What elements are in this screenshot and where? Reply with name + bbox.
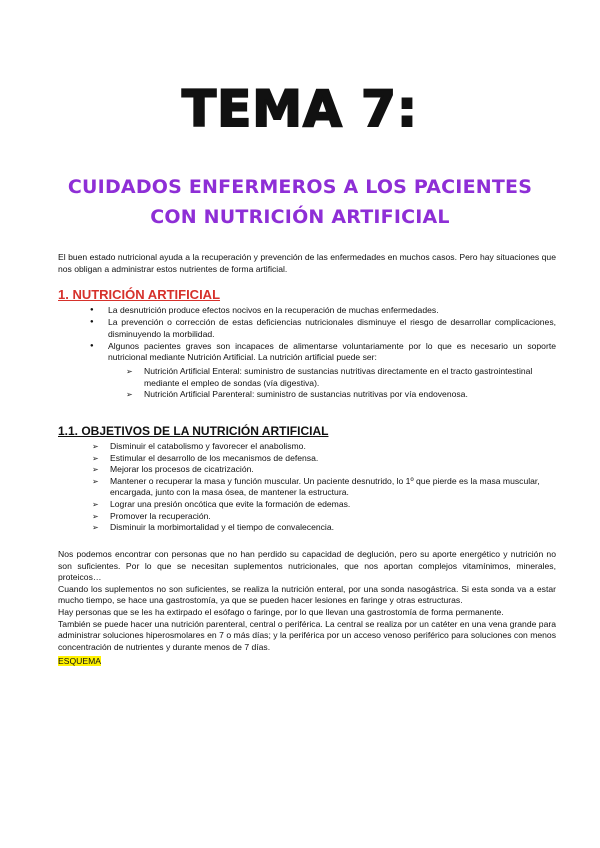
objectives-list: [110, 441, 556, 534]
body-paragraph: También se puede hacer una nutrición parenteral, central o periférica. La central se realiza por un catéter en una vena grande para administrar soluciones hiperosmolares en 7 o más días; y la periférica por un acceso venoso periférico para soluciones con menos concentración de nutrientes y durante menos de 7 días.: [58, 618, 556, 652]
objective-item: ➢ Mejorar los procesos de cicatrización.: [110, 464, 556, 476]
objective-item: ➢ Lograr una presión oncótica que evite la formación de edemas.: [110, 499, 556, 511]
bullet-item: ● La prevención o corrección de estas deficiencias nutricionales disminuye el riesgo de desarrollar complicaciones, disminuyendo la morbilidad.: [108, 317, 556, 340]
section-1-bullet-list: [108, 305, 556, 364]
objective-item: ➢ Disminuir el catabolismo y favorecer el anabolismo.: [110, 441, 556, 453]
body-paragraph: Cuando los suplementos no son suficientes, se realiza la nutrición enteral, por una sonda nasogástrica. Si esta sonda va a estar mucho tiempo, se hace una gastrostomía, ya que se pueden hacer lesiones en faringe y otras estructuras.: [58, 583, 556, 606]
nutrition-types-list: [144, 366, 556, 401]
subtitle-line-2: CON NUTRICIÓN ARTIFICIAL: [150, 206, 450, 228]
highlighted-text: ESQUEMA: [58, 656, 101, 666]
objective-item: ➢ Disminuir la morbimortalidad y el tiempo de convalecencia.: [110, 522, 556, 534]
page-title: TEMA 7:: [182, 80, 418, 138]
objective-item: ➢ Estimular el desarrollo de los mecanismos de defensa.: [110, 453, 556, 465]
intro-paragraph: El buen estado nutricional ayuda a la recuperación y prevención de las enfermedades en muchos casos. Pero hay situaciones que nos obligan a administrar estos nutrientes de forma artificial.: [58, 252, 556, 274]
objective-item: ➢ Promover la recuperación.: [110, 511, 556, 523]
body-paragraph: Hay personas que se les ha extirpado el esófago o faringe, por lo que llevan una gastrostomía de forma permanente.: [58, 606, 504, 617]
section-1-heading: 1. NUTRICIÓN ARTIFICIAL: [58, 287, 221, 302]
body-paragraph: Nos podemos encontrar con personas que no han perdido su capacidad de deglución, pero su aporte energético y nutrición no son suficientes. Por lo que se necesitan suplementos nutricionales, que nos aportan complejos vitamínimos, minerales, proteicos…: [58, 549, 556, 583]
bullet-item: ● La desnutrición produce efectos nocivos en la recuperación de muchas enfermedades.: [108, 305, 556, 317]
objective-item: ➢ Mantener o recuperar la masa y función muscular. Un paciente desnutrido, lo 1º que pierde es la masa muscular, encargada, junto con la masa ósea, de mantener la estructura.: [110, 476, 556, 499]
section-1-1-heading: 1.1. OBJETIVOS DE LA NUTRICIÓN ARTIFICIAL: [58, 424, 329, 438]
esquema-label: [58, 656, 101, 666]
subtitle-line-1: CUIDADOS ENFERMEROS A LOS PACIENTES: [67, 176, 533, 198]
arrow-item: ➢ Nutrición Artificial Enteral: suministro de sustancias nutritivas directamente en el tracto gastrointestinal mediante el empleo de sondas (vía digestiva).: [144, 366, 556, 389]
bullet-item: ● Algunos pacientes graves son incapaces de alimentarse voluntariamente por lo que es necesario un soporte nutricional mediante Nutrición Artificial. La nutrición artificial puede ser:: [108, 341, 556, 364]
arrow-item: ➢ Nutrición Artificial Parenteral: suministro de sustancias nutritivas por vía endovenosa.: [144, 389, 556, 401]
body-text: [58, 549, 556, 653]
